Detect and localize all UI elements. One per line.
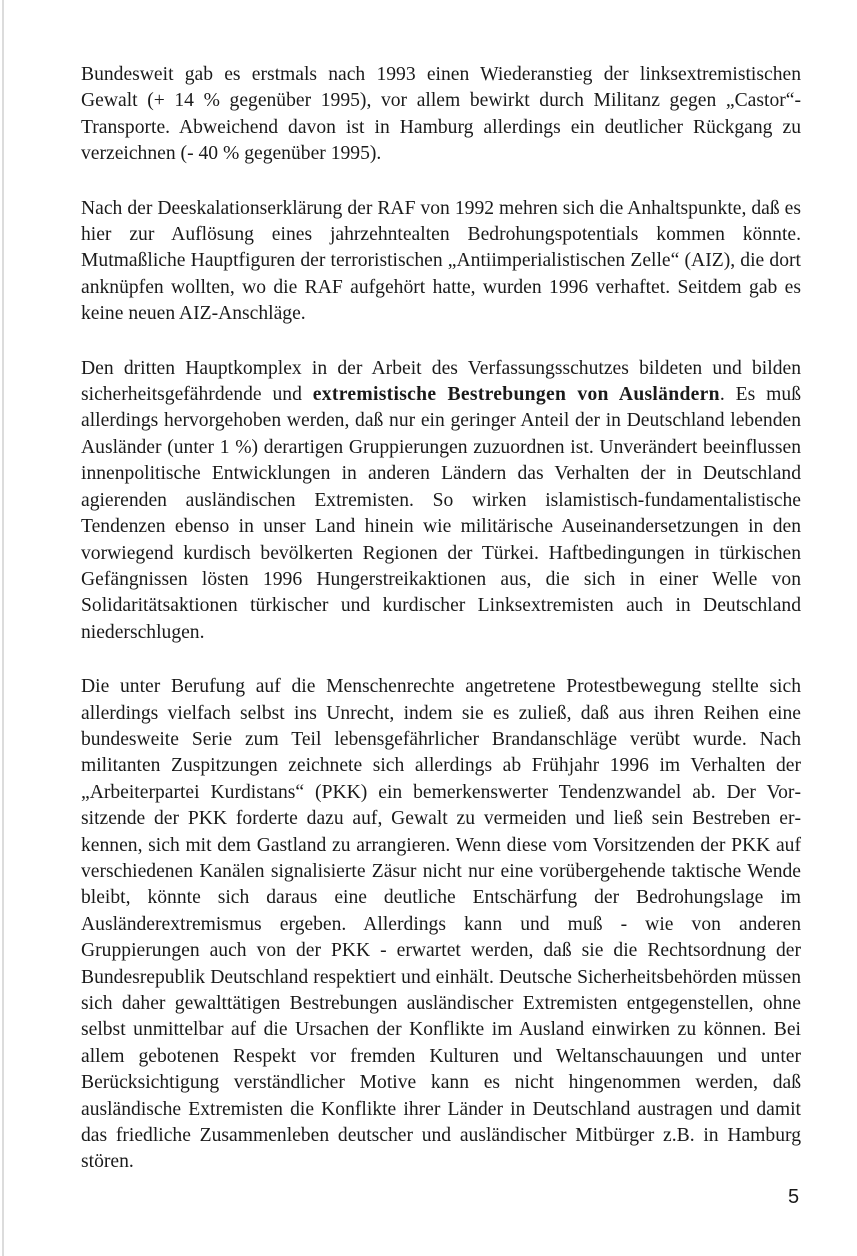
paragraph-text: Den dritten Hauptkomplex in der Arbeit des Verfassungsschutzes bildeten und bilden sicherheitsgefährdende und <box>81 357 801 406</box>
paragraph-text: . Es muß allerdings hervorgehoben werden, daß nur ein geringer Anteil der in Deutschland lebenden Ausländer (unter 1 %) derartigen Gruppierungen zuzuordnen ist. Unverändert beeinflussen innenpolitische Entwicklungen in anderen Ländern das Verhalten der in Deutschland agierenden ausländischen Extremisten. So wirken islamistisch-fundamentalistische Tendenzen ebenso in unser Land hinein wie militärische Auseinandersetzungen in den vorwiegend kurdisch bevölkerten Regionen der Türkei. Haftbedingungen in türkischen Gefängnissen lösten 1996 Hungerstreikaktionen aus, die sich in einer Welle von Solidaritätsaktionen türkischer und kurdischer Linksextremisten auch in Deutschland niederschlugen. <box>81 384 801 643</box>
document-body <box>81 62 801 1204</box>
page-edge <box>2 0 4 1256</box>
paragraph-raf-aiz: Nach der Deeskalationserklärung der RAF von 1992 mehren sich die Anhaltspunkte, daß es hier zur Auflösung eines jahrzehntealten Bedrohungspotentials kommen könnte. Mutmaßliche Hauptfiguren der terroristischen „Antiimperialistischen Zelle“ (AIZ), die dort anknüpfen wollten, wo die RAF aufgehört hatte, wurden 1996 verhaftet. Seitdem gab es keine neuen AIZ-Anschläge. <box>81 197 801 325</box>
paragraph-pkk-protest: Die unter Berufung auf die Menschenrechte angetretene Protestbewegung stellte sich allerdings vielfach selbst ins Unrecht, indem sie es zuließ, daß aus ihren Reihen eine bundesweite Serie zum Teil lebensgefährlicher Brandanschläge verübt wurde. Nach militanten Zuspitzungen zeichnete sich allerdings ab Frühjahr 1996 im Verhalten der „Arbeiterpartei Kurdistans“ (PKK) ein bemerkenswerter Tendenzwandel ab. Der Vorsitzende der PKK forderte dazu auf, Gewalt zu vermeiden und ließ sein Bestreben erkennen, sich mit dem Gastland zu arrangieren. Wenn diese vom Vorsitzenden der PKK auf verschiedenen Kanälen signalisierte Zäsur nicht nur eine vorübergehende taktische Wende bleibt, könnte sich daraus eine deutliche Entschärfung der Bedrohungslage im Ausländerextremismus ergeben. Allerdings kann und muß - wie von anderen Gruppierungen auch von der PKK - erwartet werden, daß sie die Rechtsordnung der Bundesrepublik Deutschland respektiert und einhält. Deutsche Sicherheitsbehörden müssen sich daher gewalttätigen Bestrebungen ausländischer Extremisten entgegenstellen, ohne selbst unmittelbar auf die Ursachen der Konflikte im Ausland einwirken zu können. Bei allem gebotenen Respekt vor fremden Kulturen und Weltanschauungen und unter Berücksichtigung verständlicher Motive kann es nicht hingenommen werden, daß ausländische Extremisten die Konflikte ihrer Länder in Deutschland austragen und damit das friedliche Zusammenleben deutscher und ausländischer Mitbürger z.B. in Hamburg stören. <box>81 676 801 1173</box>
bold-phrase: extremistische Bestrebungen von Ausländern <box>312 384 720 406</box>
paragraph-foreign-extremism <box>81 356 801 646</box>
paragraph-left-wing-violence: Bundesweit gab es erstmals nach 1993 einen Wiederanstieg der linksextremistischen Gewalt (+ 14 % gegenüber 1995), vor allem bewirkt durch Militanz gegen „Castor“-Transporte. Abweichend davon ist in Hamburg allerdings ein deutlicher Rückgang zu verzeichnen (- 40 % gegenüber 1995). <box>81 64 801 165</box>
page-number: 5 <box>788 1186 800 1208</box>
